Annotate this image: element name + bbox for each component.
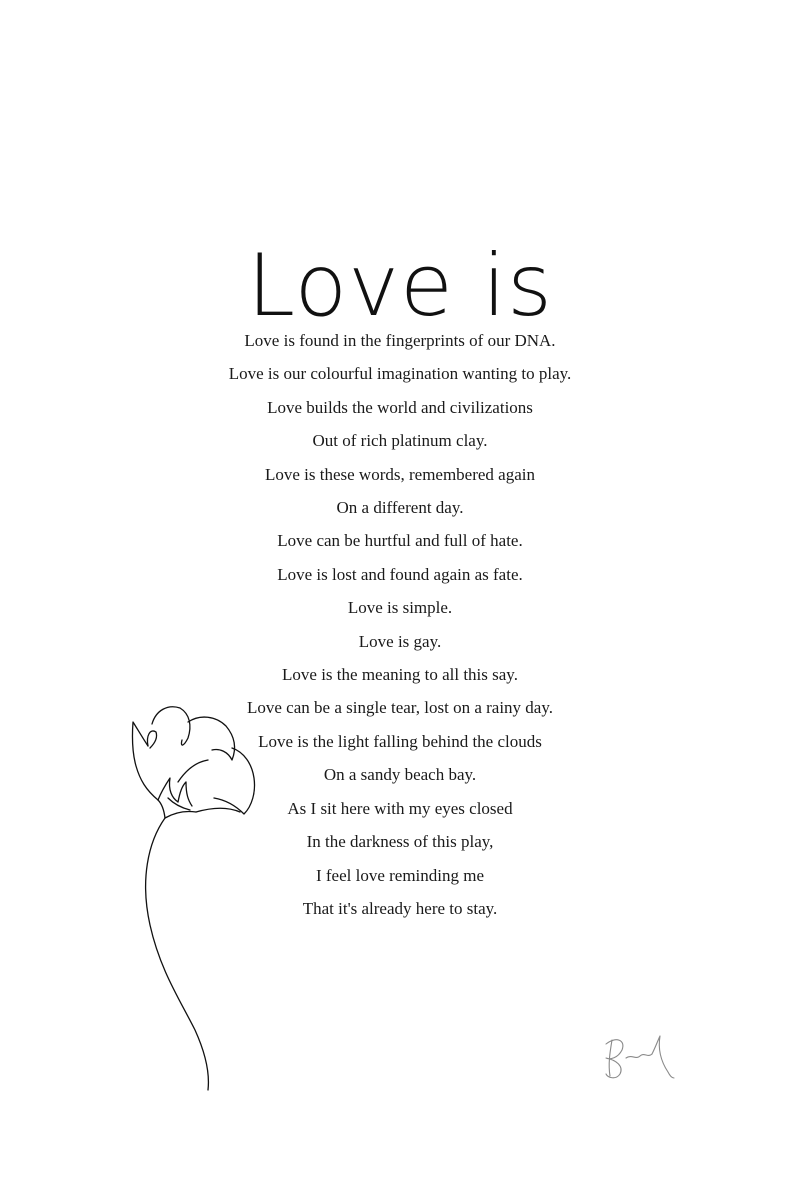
poem-line: Love is our colourful imagination wanting to play. bbox=[228, 364, 572, 384]
poem-line: That it's already here to stay. bbox=[302, 898, 498, 918]
poem-line: Love is these words, remembered again bbox=[264, 464, 536, 484]
poem-line: I feel love reminding me bbox=[315, 865, 485, 885]
poem-line: Love is lost and found again as fate. bbox=[277, 564, 523, 584]
poem-line: On a different day. bbox=[336, 498, 464, 518]
poem-line: In the darkness of this play, bbox=[306, 832, 494, 852]
poem-line: Love is found in the fingerprints of our DNA. bbox=[244, 331, 556, 350]
line-art-flower-icon bbox=[120, 698, 270, 1098]
poem-line: On a sandy beach bay. bbox=[323, 765, 477, 785]
poem-line: Love can be hurtful and full of hate. bbox=[277, 531, 523, 551]
poem-line: Love can be a single tear, lost on a rainy day. bbox=[247, 698, 553, 718]
poem-line: Love builds the world and civilizations bbox=[267, 397, 533, 417]
poem-title: Love is bbox=[247, 235, 553, 336]
poem-line: Love is gay. bbox=[358, 631, 442, 651]
poem-line: Love is simple. bbox=[347, 598, 453, 618]
poem-line: Love is the meaning to all this say. bbox=[282, 665, 518, 685]
handwritten-signature-icon bbox=[598, 1030, 680, 1086]
poem-line: As I sit here with my eyes closed bbox=[287, 798, 513, 818]
poem-line: Love is the light falling behind the clouds bbox=[258, 731, 542, 751]
poem-line: Out of rich platinum clay. bbox=[312, 431, 488, 451]
